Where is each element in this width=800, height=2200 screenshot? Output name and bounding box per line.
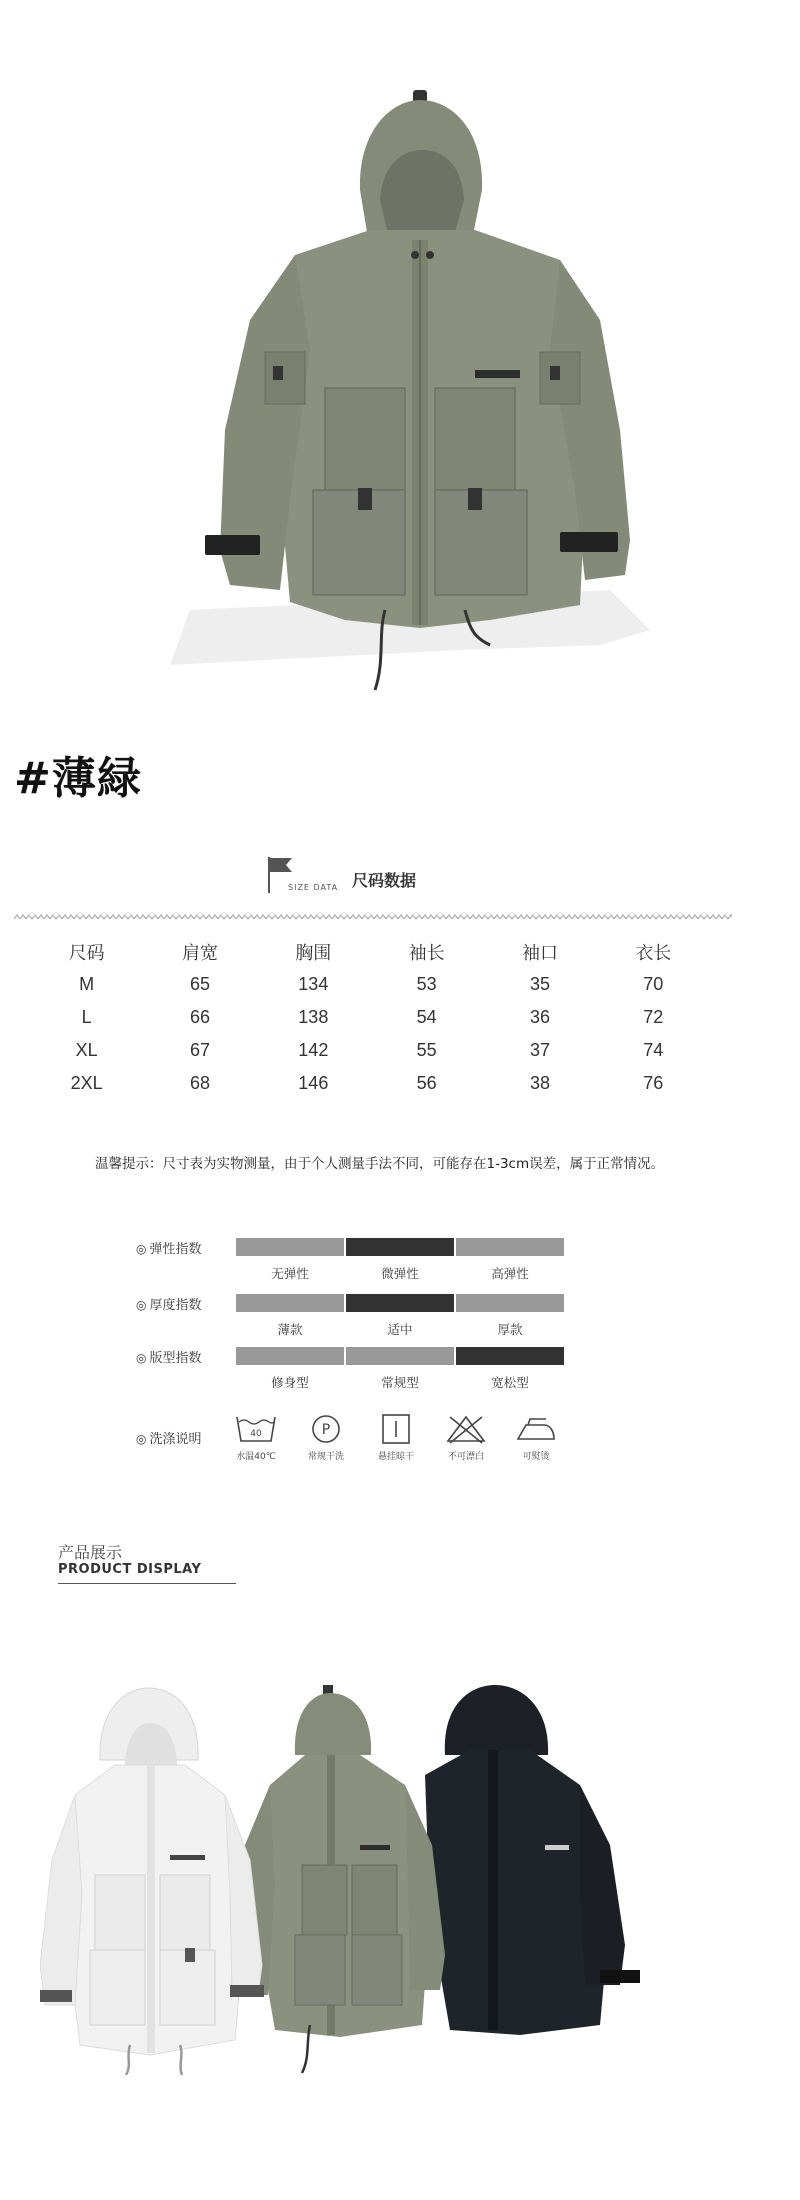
fit-bar bbox=[236, 1347, 564, 1365]
option-label: 无弹性 bbox=[271, 1266, 309, 1281]
thickness-options bbox=[236, 1320, 564, 1338]
size-data-label: SIZE DATA bbox=[288, 883, 339, 892]
option-label: 厚款 bbox=[497, 1322, 523, 1337]
thickness-segment bbox=[236, 1294, 344, 1312]
value-cell: 55 bbox=[416, 1040, 437, 1060]
value-cell: 38 bbox=[529, 1073, 550, 1093]
value-cell: 67 bbox=[189, 1040, 210, 1060]
wash-caption: 悬挂晾干 bbox=[377, 1452, 414, 1462]
header-cell: 胸围 bbox=[295, 942, 332, 963]
size-cell: XL bbox=[75, 1040, 98, 1060]
circle-icon: ◎ bbox=[136, 1432, 147, 1446]
product-display-photo bbox=[40, 1685, 720, 2075]
hang-dry-icon bbox=[374, 1413, 418, 1445]
svg-text:P: P bbox=[321, 1422, 331, 1438]
wash-item bbox=[296, 1413, 356, 1462]
elasticity-bar bbox=[236, 1238, 564, 1256]
table-row bbox=[30, 968, 710, 1001]
fit-label-text: 版型指数 bbox=[149, 1351, 202, 1366]
header-cell: 尺码 bbox=[68, 942, 105, 963]
wash-item bbox=[506, 1413, 566, 1462]
thickness-segment bbox=[456, 1294, 564, 1312]
option-label: 修身型 bbox=[271, 1375, 309, 1390]
size-cell: L bbox=[81, 1007, 92, 1027]
wash-caption: 可熨烫 bbox=[522, 1452, 550, 1462]
thickness-label bbox=[136, 1294, 202, 1313]
color-caption: #薄緑 bbox=[14, 753, 142, 804]
size-data-title: 尺码数据 bbox=[352, 871, 417, 890]
option-label: 高弹性 bbox=[491, 1266, 529, 1281]
product-display-underline bbox=[58, 1583, 236, 1584]
header-cell: 袖长 bbox=[408, 942, 445, 963]
fit-label bbox=[136, 1347, 202, 1366]
value-cell: 146 bbox=[298, 1073, 329, 1093]
wash-label bbox=[136, 1428, 202, 1447]
size-cell: 2XL bbox=[70, 1073, 103, 1093]
value-cell: 53 bbox=[416, 974, 437, 994]
wash-label-text: 洗涤说明 bbox=[149, 1432, 202, 1447]
product-display-title: 产品展示 bbox=[58, 1543, 123, 1562]
header-cell: 肩宽 bbox=[181, 942, 218, 963]
circle-icon: ◎ bbox=[136, 1242, 147, 1256]
thickness-bar bbox=[236, 1294, 564, 1312]
wash-item bbox=[436, 1413, 496, 1462]
elasticity-label bbox=[136, 1238, 202, 1257]
value-cell: 35 bbox=[529, 974, 550, 994]
elasticity-segment bbox=[236, 1238, 344, 1256]
option-label: 常规型 bbox=[381, 1375, 419, 1390]
header-cell: 袖口 bbox=[521, 942, 558, 963]
wash-caption: 水温40℃ bbox=[236, 1452, 276, 1462]
wavy-divider bbox=[14, 912, 732, 922]
elasticity-label-text: 弹性指数 bbox=[149, 1242, 202, 1257]
dry-clean-icon bbox=[304, 1413, 348, 1445]
option-label: 适中 bbox=[387, 1322, 413, 1337]
wash-caption: 常规干洗 bbox=[307, 1452, 344, 1462]
option-label: 宽松型 bbox=[491, 1375, 529, 1390]
fit-segment-selected bbox=[456, 1347, 564, 1365]
value-cell: 37 bbox=[529, 1040, 550, 1060]
option-label: 薄款 bbox=[277, 1322, 303, 1337]
header-cell: 衣长 bbox=[635, 942, 672, 963]
value-cell: 76 bbox=[643, 1073, 664, 1093]
size-table-header bbox=[30, 935, 710, 968]
wash-item bbox=[226, 1413, 286, 1462]
size-table bbox=[30, 935, 710, 1100]
no-bleach-icon bbox=[444, 1413, 488, 1445]
water-temp-icon bbox=[234, 1413, 278, 1445]
elasticity-segment-selected bbox=[346, 1238, 454, 1256]
fit-segment bbox=[236, 1347, 344, 1365]
value-cell: 66 bbox=[189, 1007, 210, 1027]
value-cell: 70 bbox=[643, 974, 664, 994]
wash-item bbox=[366, 1413, 426, 1462]
elasticity-segment bbox=[456, 1238, 564, 1256]
value-cell: 56 bbox=[416, 1073, 437, 1093]
value-cell: 142 bbox=[298, 1040, 329, 1060]
hero-jacket-photo bbox=[130, 90, 690, 730]
wash-caption: 不可漂白 bbox=[447, 1452, 484, 1462]
iron-icon bbox=[514, 1413, 558, 1445]
fit-options bbox=[236, 1373, 564, 1391]
svg-text:40: 40 bbox=[250, 1429, 262, 1439]
value-cell: 54 bbox=[416, 1007, 437, 1027]
table-row bbox=[30, 1067, 710, 1100]
elasticity-options bbox=[236, 1264, 564, 1282]
circle-icon: ◎ bbox=[136, 1351, 147, 1365]
table-row bbox=[30, 1034, 710, 1067]
value-cell: 68 bbox=[189, 1073, 210, 1093]
fit-segment bbox=[346, 1347, 454, 1365]
value-cell: 72 bbox=[643, 1007, 664, 1027]
value-cell: 65 bbox=[189, 974, 210, 994]
size-cell: M bbox=[79, 974, 95, 994]
size-note: 温馨提示：尺寸表为实物测量，由于个人测量手法不同，可能存在1-3cm误差，属于正常情况。 bbox=[95, 1156, 665, 1172]
product-display-subtitle: PRODUCT DISPLAY bbox=[58, 1562, 202, 1577]
table-row bbox=[30, 1001, 710, 1034]
option-label: 微弹性 bbox=[381, 1266, 419, 1281]
thickness-label-text: 厚度指数 bbox=[149, 1298, 202, 1313]
thickness-segment-selected bbox=[346, 1294, 454, 1312]
value-cell: 36 bbox=[529, 1007, 550, 1027]
value-cell: 138 bbox=[298, 1007, 329, 1027]
value-cell: 74 bbox=[643, 1040, 664, 1060]
circle-icon: ◎ bbox=[136, 1298, 147, 1312]
value-cell: 134 bbox=[298, 974, 329, 994]
